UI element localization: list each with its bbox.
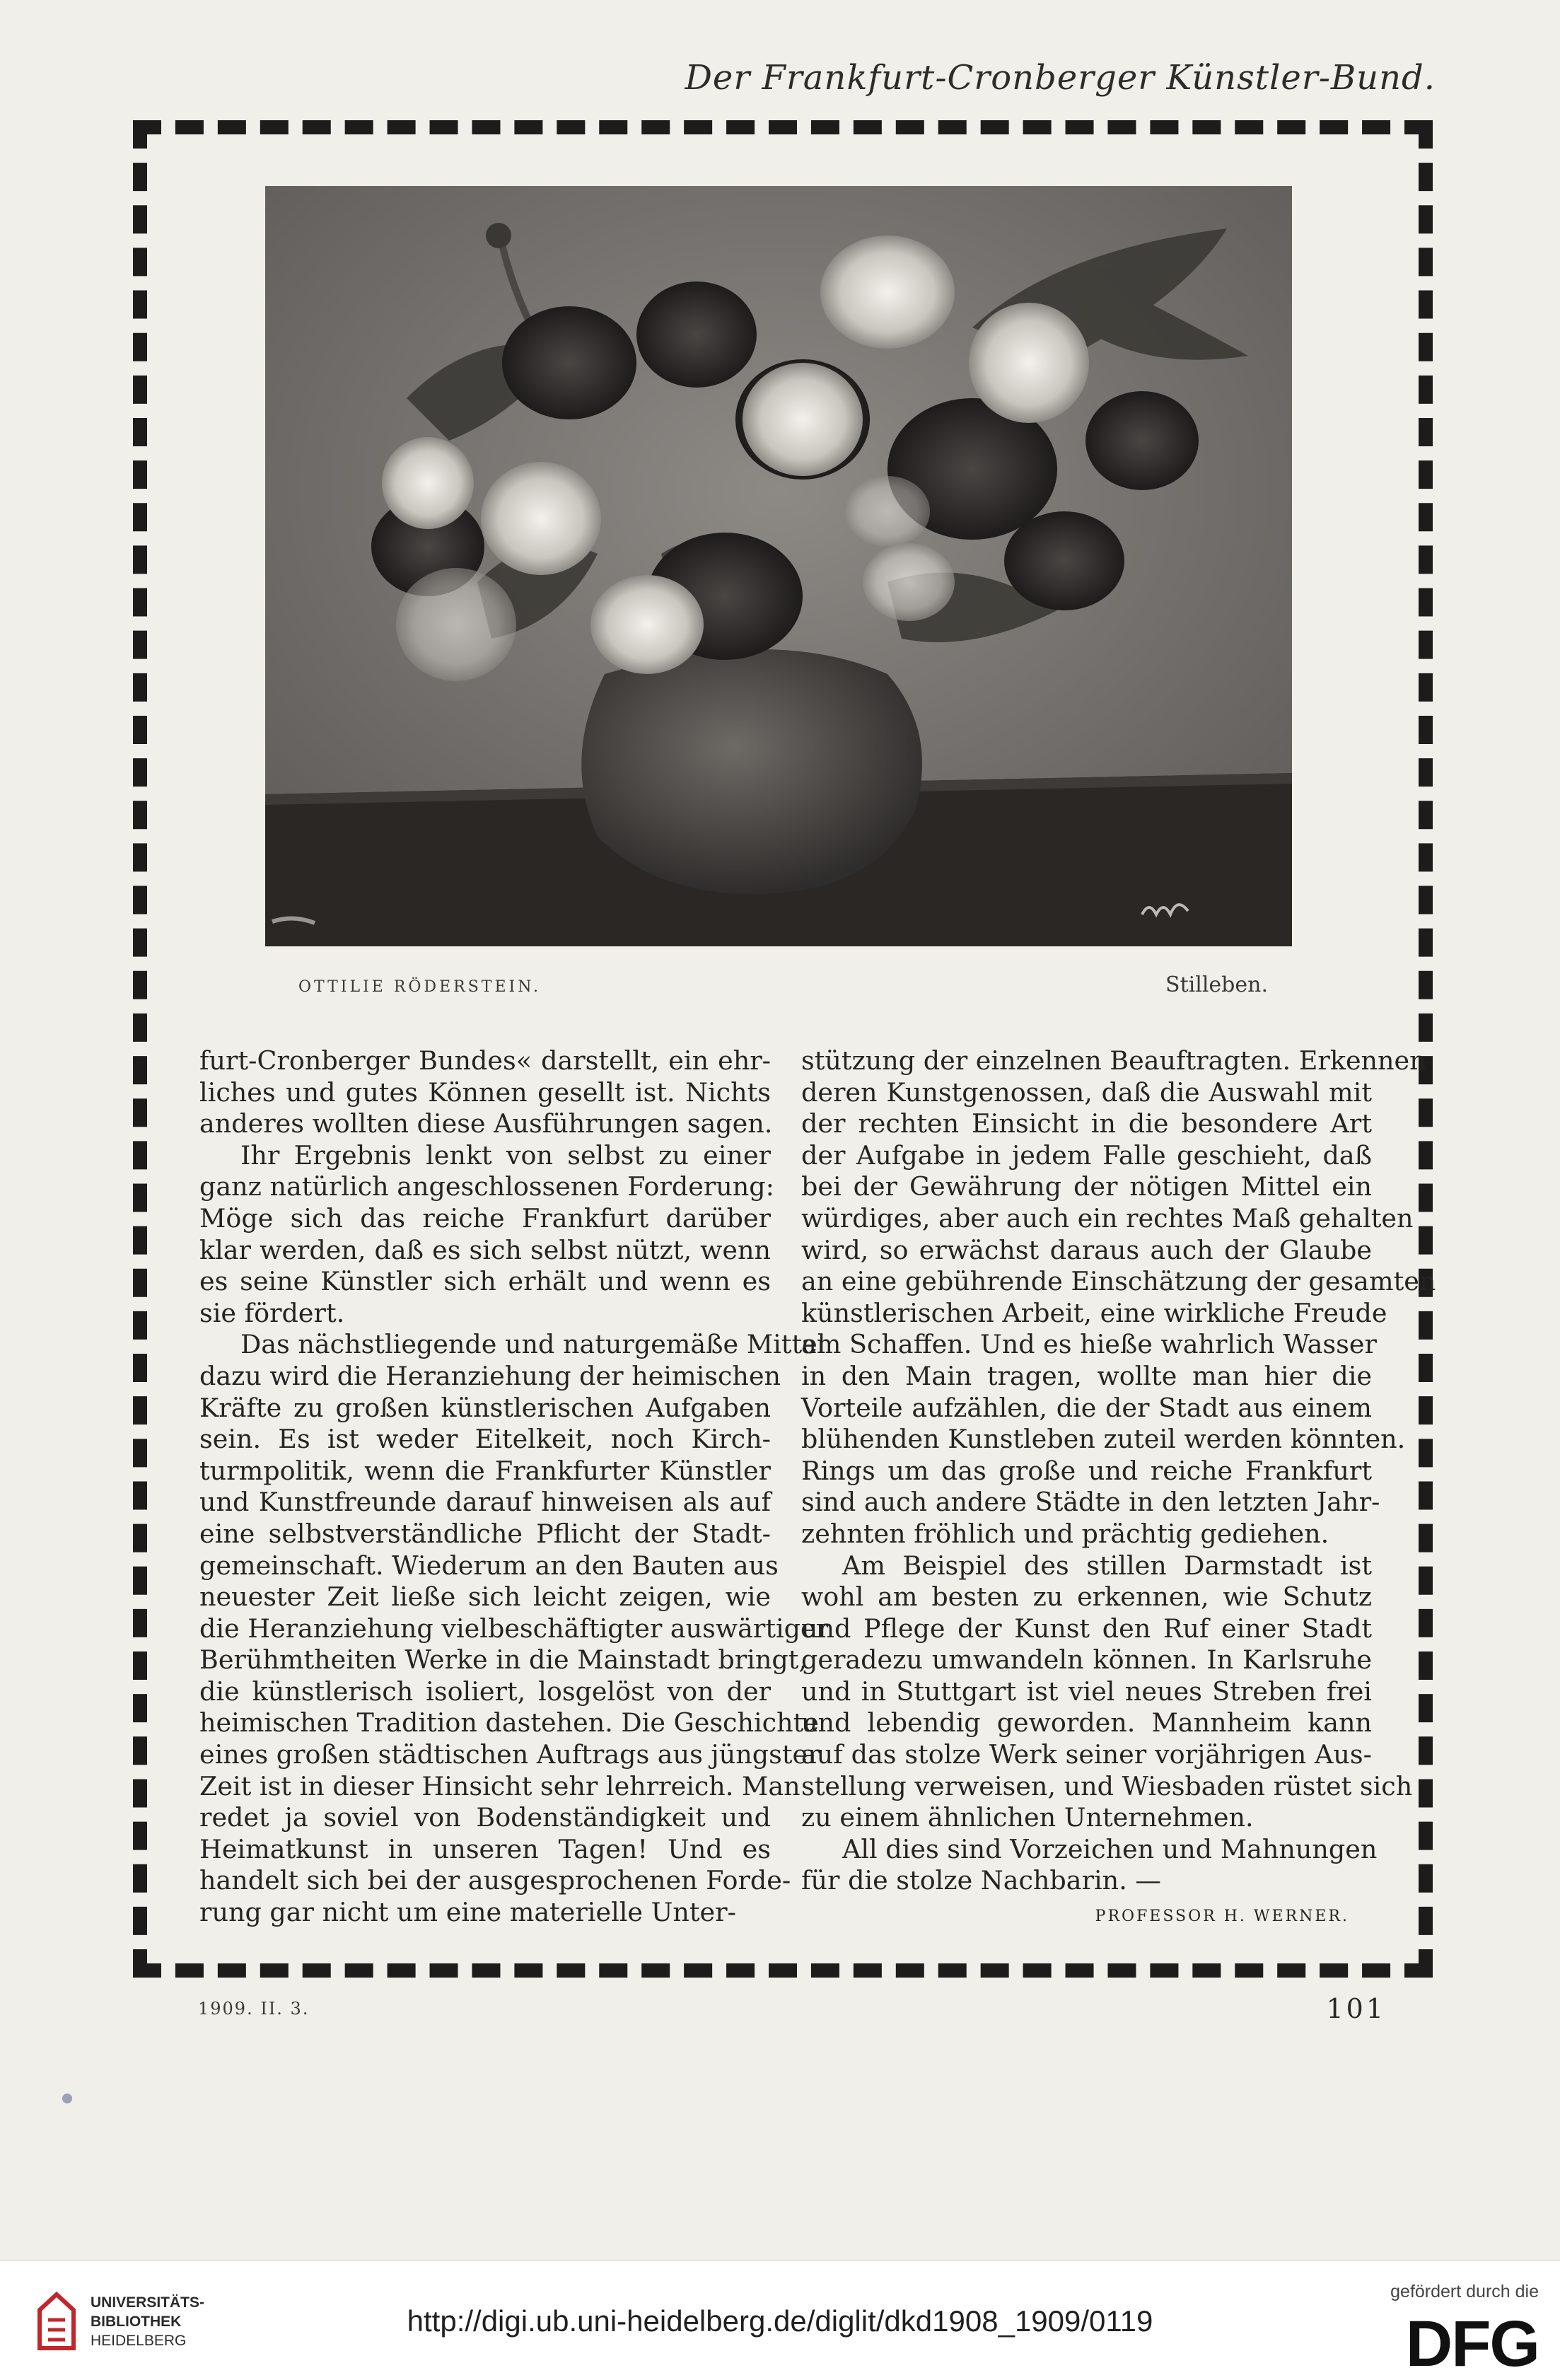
text-line: Berühmtheiten Werke in die Mainstadt bringt, — [199, 1644, 807, 1676]
text-line: bei der Gewährung der nötigen Mittel ein — [801, 1171, 1372, 1202]
issue-number: 1909. II. 3. — [198, 1999, 310, 2019]
text-line: eine selbstverständliche Pflicht der Stadt- — [199, 1518, 771, 1549]
text-line: All dies sind Vorzeichen und Mahnungen — [842, 1833, 1378, 1864]
text-line: es seine Künstler sich erhält und wenn es — [199, 1266, 771, 1297]
library-name-line: BIBLIOTHEK — [91, 2314, 182, 2330]
text-line: ganz natürlich angeschlossenen Forderung: — [199, 1171, 774, 1202]
text-line: zehnten fröhlich und prächtig gediehen. — [801, 1518, 1329, 1549]
text-line: wohl am besten zu erkennen, wie Schutz — [801, 1581, 1372, 1613]
article-column-left — [199, 1045, 829, 1929]
text-line: Möge sich das reiche Frankfurt darüber — [199, 1202, 771, 1233]
text-line: zu einem ähnlichen Unternehmen. — [801, 1802, 1254, 1833]
text-line: anderes wollten diese Ausführungen sagen. — [199, 1108, 773, 1139]
text-line: eines großen städtischen Auftrags aus jüngster — [199, 1739, 820, 1770]
dfg-logo: DFG — [1405, 2308, 1539, 2380]
text-line: der rechten Einsicht in die besondere Art — [801, 1108, 1372, 1139]
text-line: wird, so erwächst daraus auch der Glaube — [801, 1234, 1372, 1265]
page-number: 101 — [1326, 1993, 1386, 2024]
text-line: an eine gebührende Einschätzung der gesamten — [801, 1266, 1436, 1297]
text-line: deren Kunstgenossen, daß die Auswahl mit — [801, 1076, 1372, 1108]
text-line: Kräfte zu großen künstlerischen Aufgaben — [199, 1392, 771, 1423]
text-line: für die stolze Nachbarin. — — [801, 1865, 1161, 1896]
text-line: auf das stolze Werk seiner vorjährigen Aus- — [801, 1739, 1372, 1770]
library-name-line: UNIVERSITÄTS- — [91, 2294, 205, 2311]
text-line: Rings um das große und reiche Frankfurt — [801, 1455, 1372, 1486]
text-line: und lebendig geworden. Mannheim kann — [801, 1707, 1372, 1738]
text-line: turmpolitik, wenn die Frankfurter Künstler — [199, 1455, 771, 1486]
text-line: die Heranziehung vielbeschäftigter auswärtiger — [199, 1613, 829, 1644]
text-line: stützung der einzelnen Beauftragten. Erkennen — [801, 1045, 1426, 1076]
text-line: Vorteile aufzählen, die der Stadt aus einem — [801, 1392, 1372, 1423]
still-life-painting — [265, 186, 1292, 946]
text-line: sind auch andere Städte in den letzten Jahr- — [801, 1487, 1380, 1518]
text-line: der Aufgabe in jedem Falle geschieht, daß — [801, 1139, 1372, 1171]
text-line: heimischen Tradition dastehen. Die Geschichte — [199, 1707, 819, 1738]
text-line: Zeit ist in dieser Hinsicht sehr lehrreich. Man — [199, 1770, 801, 1801]
figure-title-caption: Stilleben. — [1165, 973, 1268, 997]
author-signature: PROFESSOR H. WERNER. — [1095, 1908, 1349, 1926]
text-line: gemeinschaft. Wiederum an den Bauten aus — [199, 1550, 779, 1581]
text-line: geradezu umwandeln können. In Karlsruhe — [801, 1644, 1372, 1676]
text-line: am Schaffen. Und es hieße wahrlich Wasser — [801, 1329, 1377, 1360]
text-line: handelt sich bei der ausgesprochenen Forde- — [199, 1865, 791, 1896]
running-head: Der Frankfurt-Cronberger Künstler-Bund. — [685, 58, 1436, 98]
text-line: sie fördert. — [199, 1297, 345, 1328]
text-line: liches und gutes Können gesellt ist. Nichts — [199, 1076, 771, 1108]
source-url-link[interactable]: http://digi.ub.uni-heidelberg.de/diglit/dkd1908_1909/0119 — [407, 2304, 1153, 2338]
text-line: die künstlerisch isoliert, losgelöst von der — [199, 1676, 771, 1707]
text-line: in den Main tragen, wollte man hier die — [801, 1360, 1372, 1391]
text-line: Ihr Ergebnis lenkt von selbst zu einer — [240, 1139, 771, 1171]
text-line: rung gar nicht um eine materielle Unter- — [199, 1897, 736, 1928]
text-line: stellung verweisen, und Wiesbaden rüstet sich — [801, 1770, 1413, 1801]
text-line: und Kunstfreunde darauf hinweisen als auf — [199, 1487, 771, 1518]
text-line: Heimatkunst in unseren Tagen! Und es — [199, 1833, 771, 1864]
scan-mark — [62, 2094, 72, 2103]
text-line: und in Stuttgart ist viel neues Streben frei — [801, 1676, 1372, 1707]
text-line: redet ja soviel von Bodenständigkeit und — [199, 1802, 771, 1833]
text-line: würdiges, aber auch ein rechtes Maß gehalten — [801, 1202, 1414, 1233]
text-line: und Pflege der Kunst den Ruf einer Stadt — [801, 1613, 1372, 1644]
text-line: sein. Es ist weder Eitelkeit, noch Kirch- — [199, 1424, 771, 1455]
article-column-right — [801, 1045, 1436, 1933]
text-line: klar werden, daß es sich selbst nützt, wenn — [199, 1234, 771, 1265]
text-line: furt-Cronberger Bundes« darstellt, ein ehr- — [199, 1045, 771, 1076]
text-line: blühenden Kunstleben zuteil werden könnten. — [801, 1424, 1406, 1455]
text-line: künstlerischen Arbeit, eine wirkliche Freude — [801, 1297, 1387, 1328]
text-line: neuester Zeit ließe sich leicht zeigen, wie — [199, 1581, 771, 1613]
text-line: dazu wird die Heranziehung der heimischen — [199, 1360, 781, 1391]
funding-label: gefördert durch die — [1390, 2282, 1539, 2301]
text-line: Am Beispiel des stillen Darmstadt ist — [842, 1550, 1372, 1581]
painting-image — [265, 186, 1292, 946]
text-line: Das nächstliegende und naturgemäße Mittel — [240, 1329, 826, 1360]
figure-artist-caption: OTTILIE RÖDERSTEIN. — [298, 978, 542, 996]
library-name-line: HEIDELBERG — [91, 2333, 187, 2349]
